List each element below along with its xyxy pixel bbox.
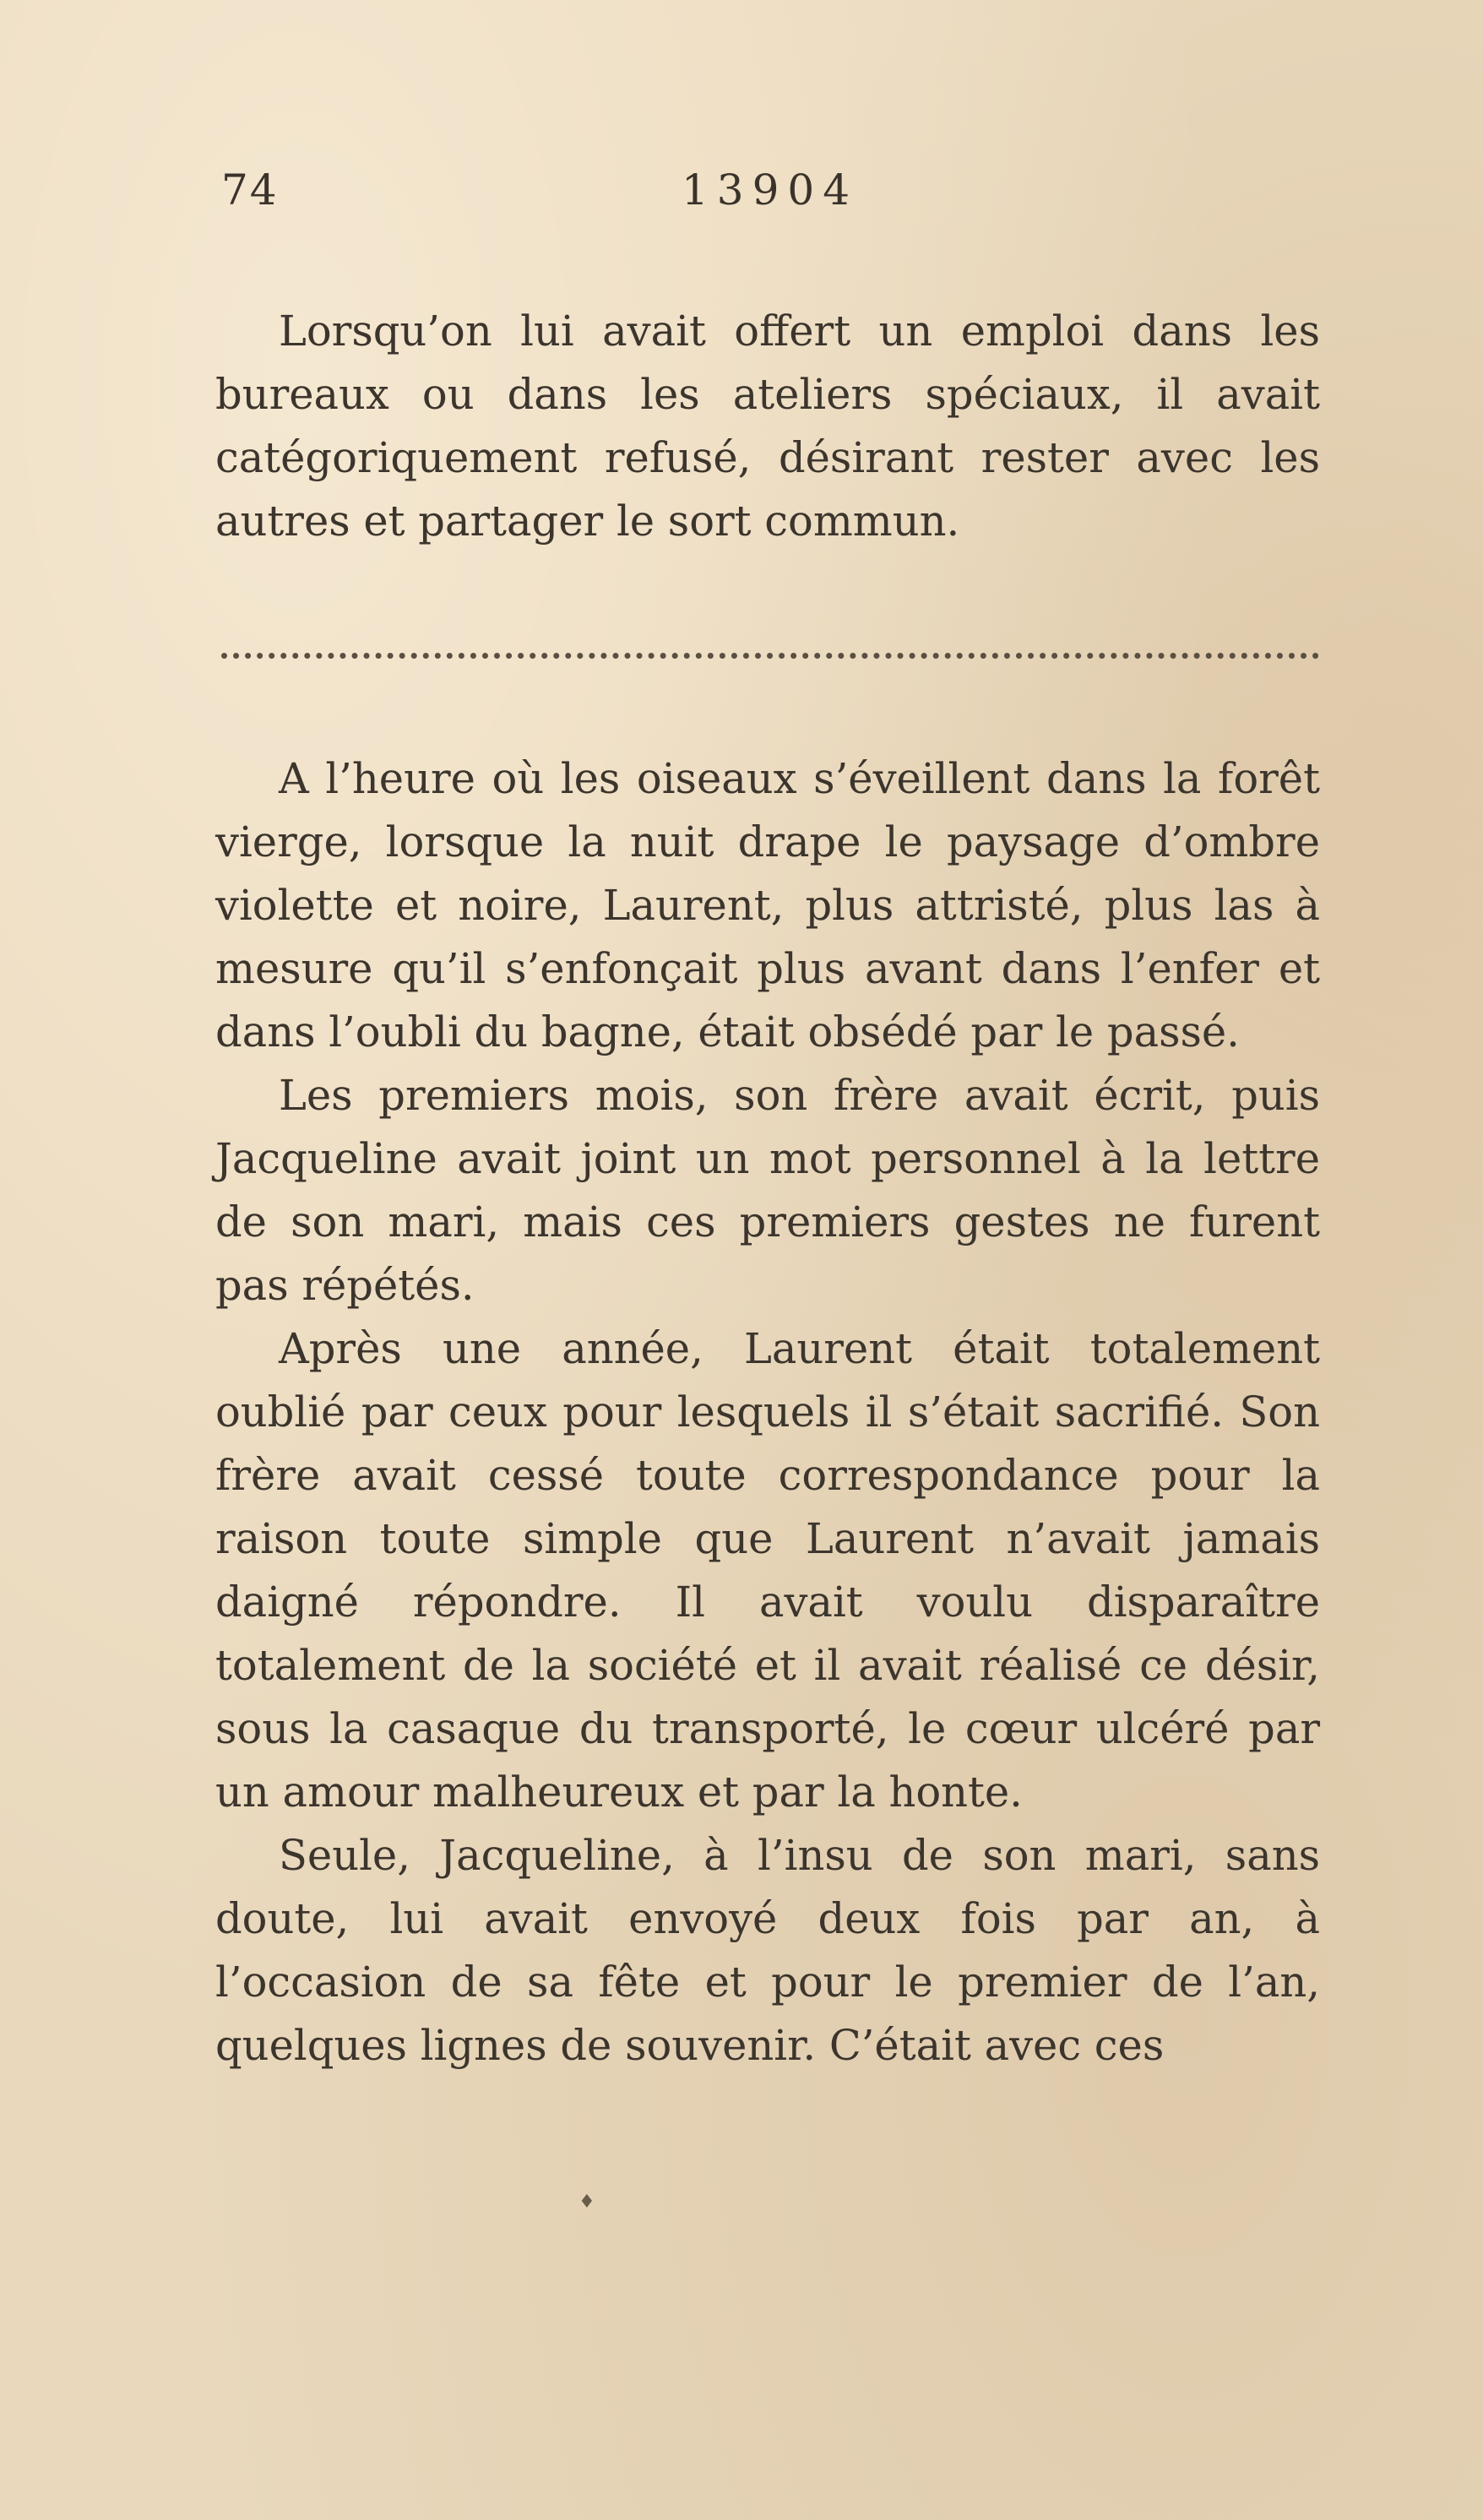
text-block-after-separator xyxy=(215,747,1320,2077)
ink-speck-icon: ♦ xyxy=(579,2191,595,2213)
page-number: 74 xyxy=(221,166,279,215)
paragraph: A l’heure où les oiseaux s’éveillent dans la forêt vierge, lorsque la nuit drape le paysage d’ombre violette et noire, Laurent, plus attristé, plus las à mesure qu’il s’enfonçait plus avant dans l’enfer et dans l’oubli du bagne, était obsédé par le passé. xyxy=(215,754,1320,1056)
text-block-before-separator xyxy=(215,300,1320,553)
paragraph: Seule, Jacqueline, à l’insu de son mari, sans doute, lui avait envoyé deux fois par an, à l’occasion de sa fête et pour le premier de l’an, quelques lignes de souvenir. C’était avec ces xyxy=(215,1831,1320,2070)
paragraph: Lorsqu’on lui avait offert un emploi dans les bureaux ou dans les ateliers spéciaux, il avait catégoriquement refusé, désirant rester avec les autres et partager le sort commun. xyxy=(215,307,1320,546)
paragraph: Les premiers mois, son frère avait écrit, puis Jacqueline avait joint un mot personnel à la lettre de son mari, mais ces premiers gestes ne furent pas répétés. xyxy=(215,1071,1320,1310)
page-header xyxy=(221,166,1319,225)
paragraph: Après une année, Laurent était totalement oublié par ceux pour lesquels il s’était sacrifié. Son frère avait cessé toute correspondance pour la raison toute simple que Laurent n’avait jamais daigné répondre. Il avait voulu disparaître totalement de la société et il avait réalisé ce désir, sous la casaque du transporté, le cœur ulcéré par un amour malheureux et par la honte. xyxy=(215,1324,1320,1817)
running-head: 13904 xyxy=(682,166,859,215)
section-separator xyxy=(221,633,1319,659)
